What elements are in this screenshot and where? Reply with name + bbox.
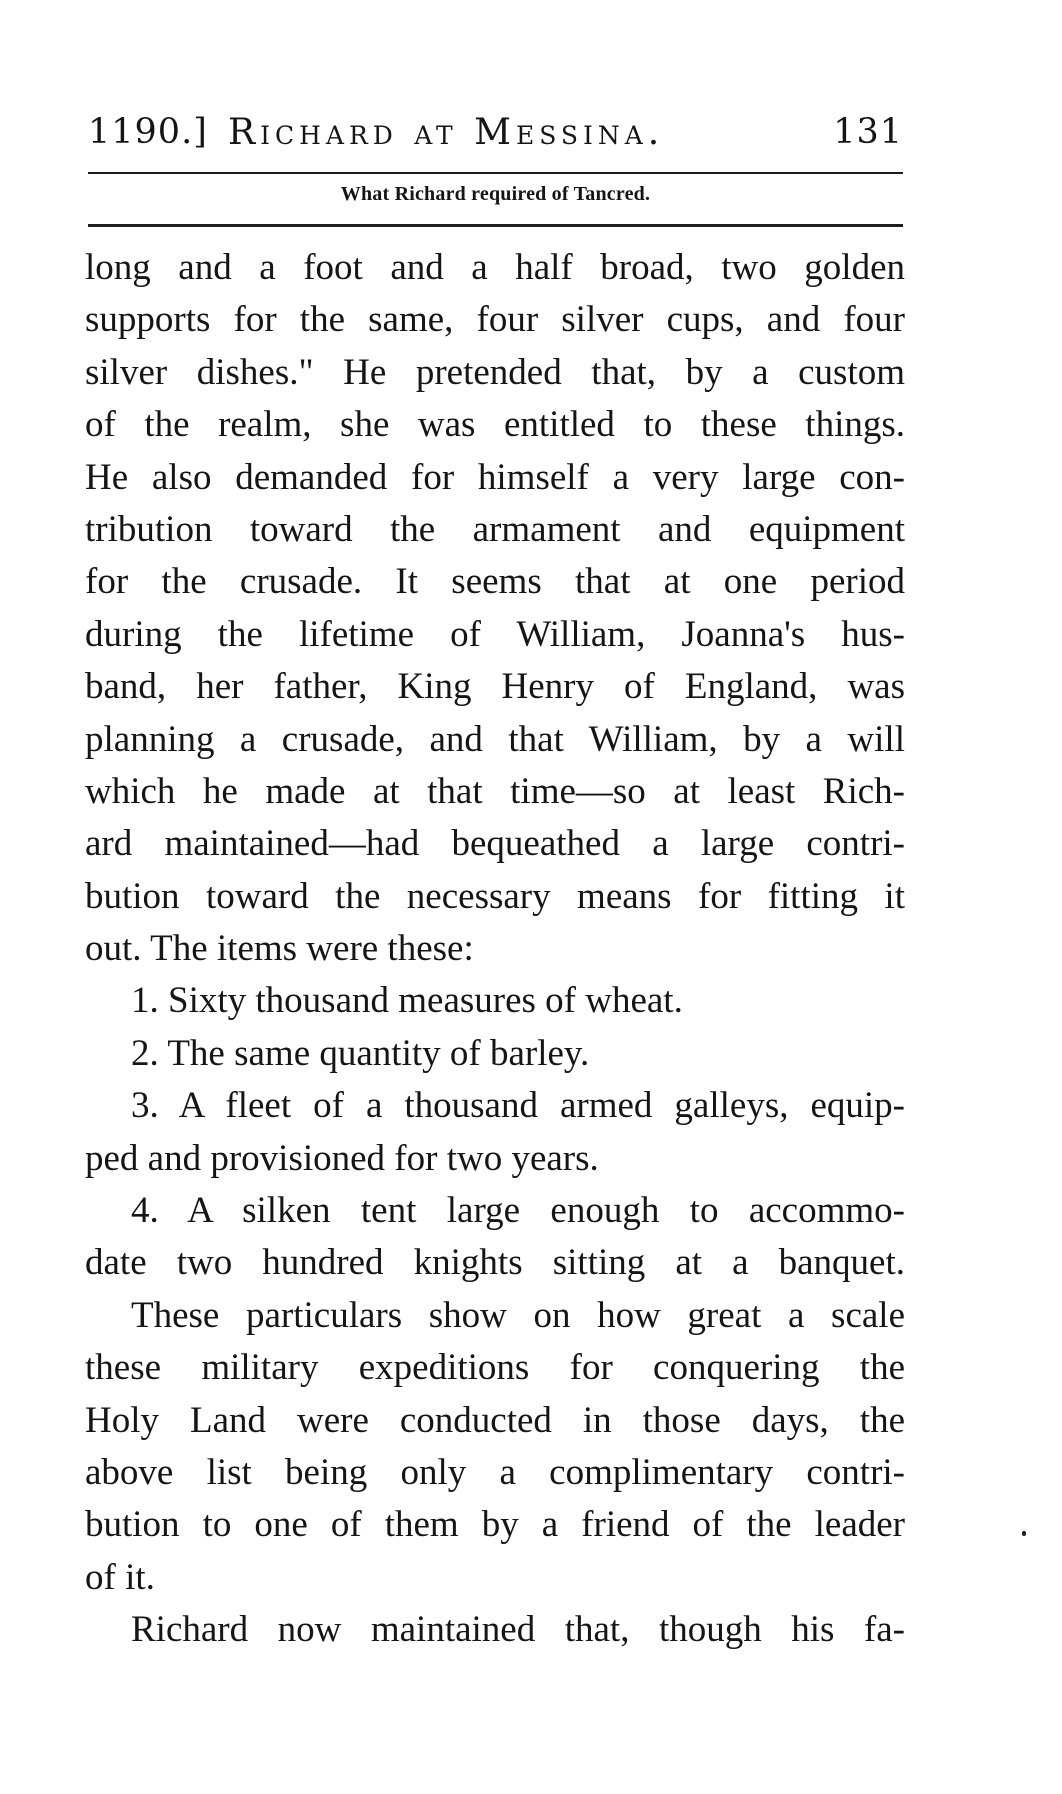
header-rule-top bbox=[88, 172, 903, 174]
text-line: Holy Land were conducted in those days, the bbox=[85, 1399, 905, 1441]
text-line: supports for the same, four silver cups, and four bbox=[85, 299, 905, 341]
list-item-continuation: ped and provisioned for two years. bbox=[85, 1137, 599, 1179]
body-text bbox=[85, 242, 905, 1657]
text-line: planning a crusade, and that William, by a will bbox=[85, 718, 905, 760]
paragraph-start-line: These particulars show on how great a scale bbox=[131, 1294, 905, 1336]
text-line: tribution toward the armament and equipment bbox=[85, 508, 905, 550]
list-item: 2. The same quantity of barley. bbox=[131, 1032, 590, 1074]
text-line: He also demanded for himself a very large con- bbox=[85, 456, 905, 498]
running-title: Richard at Messina. bbox=[228, 112, 665, 153]
list-item-continuation: date two hundred knights sitting at a banquet. bbox=[85, 1242, 905, 1284]
section-subhead: What Richard required of Tancred. bbox=[340, 183, 651, 205]
list-item: 1. Sixty thousand measures of wheat. bbox=[131, 980, 683, 1022]
text-line: during the lifetime of William, Joanna's hus- bbox=[85, 613, 905, 655]
text-line: out. The items were these: bbox=[85, 928, 474, 970]
text-line: bution toward the necessary means for fitting it bbox=[85, 875, 905, 917]
text-line: ard maintained—had bequeathed a large contri- bbox=[85, 823, 905, 865]
running-year: 1190.] bbox=[88, 112, 208, 152]
text-line: silver dishes." He pretended that, by a custom bbox=[85, 351, 905, 393]
header-rule-bottom bbox=[88, 224, 903, 227]
running-header bbox=[88, 104, 903, 164]
text-line: these military expeditions for conquering the bbox=[85, 1347, 905, 1389]
text-line: bution to one of them by a friend of the leader bbox=[85, 1504, 905, 1546]
text-line: of the realm, she was entitled to these things. bbox=[85, 404, 905, 446]
paragraph-start-line: Richard now maintained that, though his fa- bbox=[131, 1609, 905, 1651]
text-line: long and a foot and a half broad, two golden bbox=[85, 247, 905, 288]
list-item: 4. A silken tent large enough to accommo- bbox=[131, 1190, 905, 1232]
text-line: which he made at that time—so at least Rich- bbox=[85, 770, 905, 812]
text-line: band, her father, King Henry of England, was bbox=[85, 666, 905, 708]
list-item: 3. A fleet of a thousand armed galleys, equip- bbox=[131, 1085, 905, 1127]
text-line: of it. bbox=[85, 1556, 155, 1598]
page-number: 131 bbox=[833, 112, 903, 152]
ink-speck bbox=[1022, 1531, 1026, 1536]
text-line: for the crusade. It seems that at one period bbox=[85, 561, 905, 603]
text-line: above list being only a complimentary contri- bbox=[85, 1451, 905, 1493]
